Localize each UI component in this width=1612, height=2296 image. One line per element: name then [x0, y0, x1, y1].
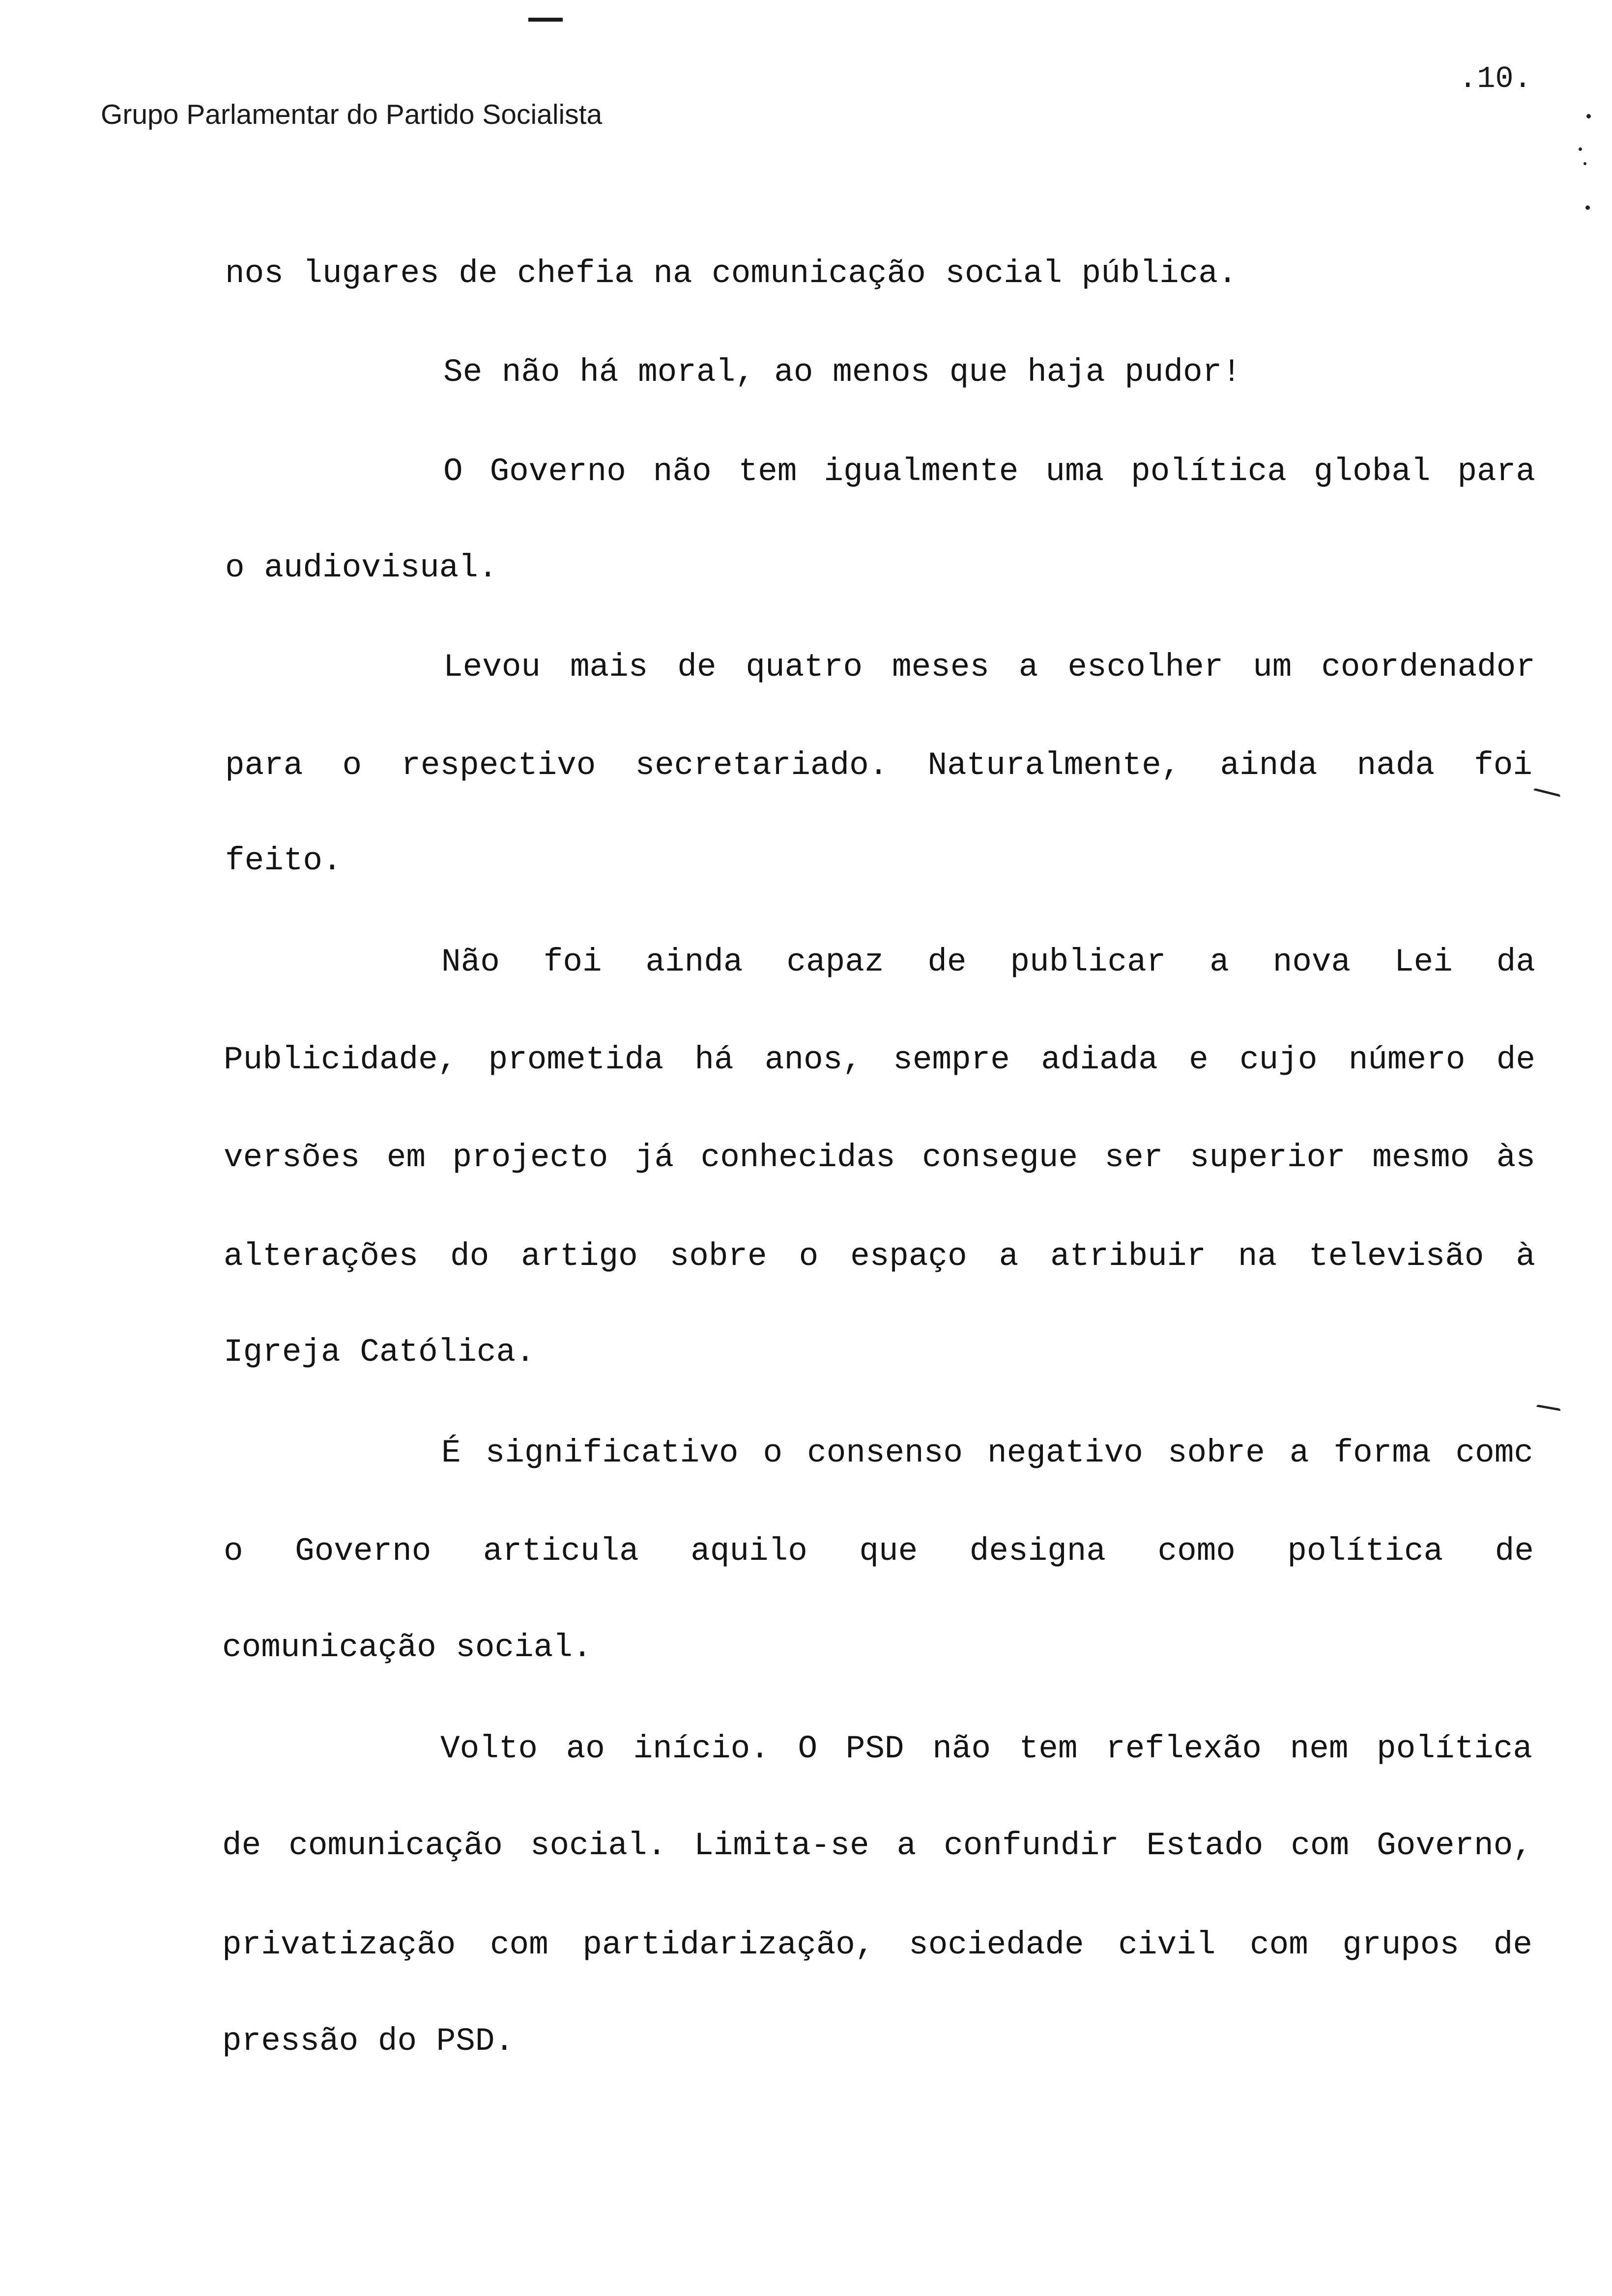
body-line: Igreja Católica. — [224, 1334, 535, 1371]
body-line: de comunicação social. Limita-se a confundir Estado com Governo, — [222, 1827, 1532, 1864]
top-scan-mark — [528, 18, 563, 22]
body-line: o Governo articula aquilo que designa como política de — [224, 1533, 1534, 1570]
body-line: Volto ao início. O PSD não tem reflexão nem política — [440, 1730, 1532, 1767]
body-line: o audiovisual. — [225, 549, 498, 586]
margin-tick — [1536, 1405, 1561, 1411]
body-line: versões em projecto já conhecidas consegue ser superior mesmo às — [224, 1139, 1535, 1176]
body-line: É significativo o consenso negativo sobre a forma comc — [441, 1435, 1533, 1471]
body-line: para o respectivo secretariado. Naturalmente, ainda nada foi — [225, 747, 1532, 784]
margin-dot — [1579, 147, 1582, 151]
margin-dot — [1586, 114, 1591, 118]
body-line: comunicação social. — [222, 1629, 592, 1666]
body-line: Publicidade, prometida há anos, sempre adiada e cujo número de — [224, 1041, 1535, 1078]
body-line: nos lugares de chefia na comunicação social pública. — [225, 255, 1238, 292]
margin-dot — [1585, 205, 1590, 210]
margin-dot — [1583, 162, 1586, 165]
margin-tick — [1533, 788, 1561, 797]
body-line: Não foi ainda capaz de publicar a nova Lei da — [441, 944, 1535, 980]
page-number: .10. — [1459, 61, 1532, 96]
body-line: feito. — [225, 842, 342, 879]
body-line: O Governo não tem igualmente uma política global para — [443, 453, 1535, 490]
body-line: pressão do PSD. — [222, 2023, 515, 2060]
body-line: privatização com partidarização, sociedade civil com grupos de — [222, 1926, 1532, 1963]
page-header: Grupo Parlamentar do Partido Socialista — [101, 99, 603, 130]
body-line: Se não há moral, ao menos que haja pudor! — [443, 354, 1241, 391]
body-line: alterações do artigo sobre o espaço a atribuir na televisão à — [224, 1238, 1535, 1275]
body-line: Levou mais de quatro meses a escolher um coordenador — [443, 649, 1535, 686]
